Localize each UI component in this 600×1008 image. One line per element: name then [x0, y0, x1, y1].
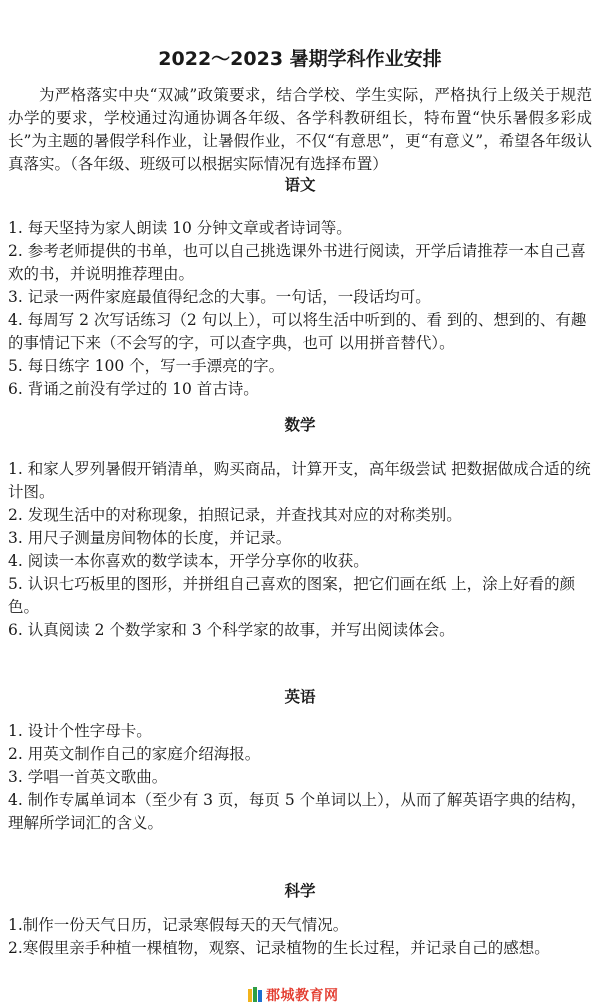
list-item: 1. 设计个性字母卡。 — [8, 722, 152, 740]
list-item: 3. 用尺子测量房间物体的长度，并记录。 — [8, 529, 292, 547]
list-item: 3. 记录一两件家庭最值得纪念的大事。一句话，一段话均可。 — [8, 288, 431, 306]
list-item: 1. 和家人罗列暑假开销清单，购买商品，计算开支，高年级尝试 把数据做成合适的统计图。 — [8, 460, 591, 501]
section-title-english: 英语 — [284, 687, 316, 706]
book-logo-icon — [248, 987, 262, 1003]
section-title-math: 数学 — [284, 415, 316, 434]
list-item: 2. 用英文制作自己的家庭介绍海报。 — [8, 745, 261, 763]
list-item: 5. 认识七巧板里的图形，并拼组自己喜欢的图案，把它们画在纸 上，涂上好看的颜色。 — [8, 575, 576, 616]
intro-paragraph: 为严格落实中央“双减”政策要求，结合学校、学生实际，严格执行上级关于规范办学的要求，学校通过沟通协调各年级、各学科教研组长，特布置“快乐暑假多彩成长”为主题的暑假学科作业，让暑假作业，不仅“有意思”，更“有意义”，希望各年级认真落实。（各年级、班级可以根据实际情况有选择布置） — [8, 86, 592, 173]
english-task-list — [8, 720, 592, 835]
list-item: 6. 背诵之前没有学过的 10 首古诗。 — [8, 380, 259, 398]
list-item: 2. 发现生活中的对称现象，拍照记录，并查找其对应的对称类别。 — [8, 506, 462, 524]
list-item: 4. 阅读一本你喜欢的数学读本，开学分享你的收获。 — [8, 552, 369, 570]
list-item: 2.寒假里亲手种植一棵植物，观察、记录植物的生长过程，并记录自己的感想。 — [8, 939, 550, 957]
math-task-list — [8, 458, 592, 642]
list-item: 2. 参考老师提供的书单，也可以自己挑选课外书进行阅读，开学后请推荐一本自己喜欢的书，并说明推荐理由。 — [8, 242, 586, 283]
watermark-logo — [248, 984, 339, 1006]
list-item: 1.制作一份天气日历，记录寒假每天的天气情况。 — [8, 916, 349, 934]
list-item: 5. 每日练字 100 个，写一手漂亮的字。 — [8, 357, 285, 375]
science-task-list — [8, 914, 592, 960]
document-title: 2022～2023 暑期学科作业安排 — [158, 48, 442, 70]
chinese-task-list — [8, 217, 592, 401]
list-item: 4. 制作专属单词本（至少有 3 页，每页 5 个单词以上），从而了解英语字典的结构，理解所学词汇的含义。 — [8, 791, 587, 832]
list-item: 6. 认真阅读 2 个数学家和 3 个科学家的故事，并写出阅读体会。 — [8, 621, 455, 639]
list-item: 4. 每周写 2 次写话练习（2 句以上），可以将生活中听到的、看 到的、想到的、有趣的事情记下来（不会写的字，可以查字典，也可 以用拼音替代）。 — [8, 311, 587, 352]
watermark-text: 郡城教育网 — [266, 988, 339, 1004]
section-title-chinese: 语文 — [284, 175, 316, 194]
list-item: 3. 学唱一首英文歌曲。 — [8, 768, 168, 786]
list-item: 1. 每天坚持为家人朗读 10 分钟文章或者诗词等。 — [8, 219, 352, 237]
section-title-science: 科学 — [284, 881, 316, 900]
